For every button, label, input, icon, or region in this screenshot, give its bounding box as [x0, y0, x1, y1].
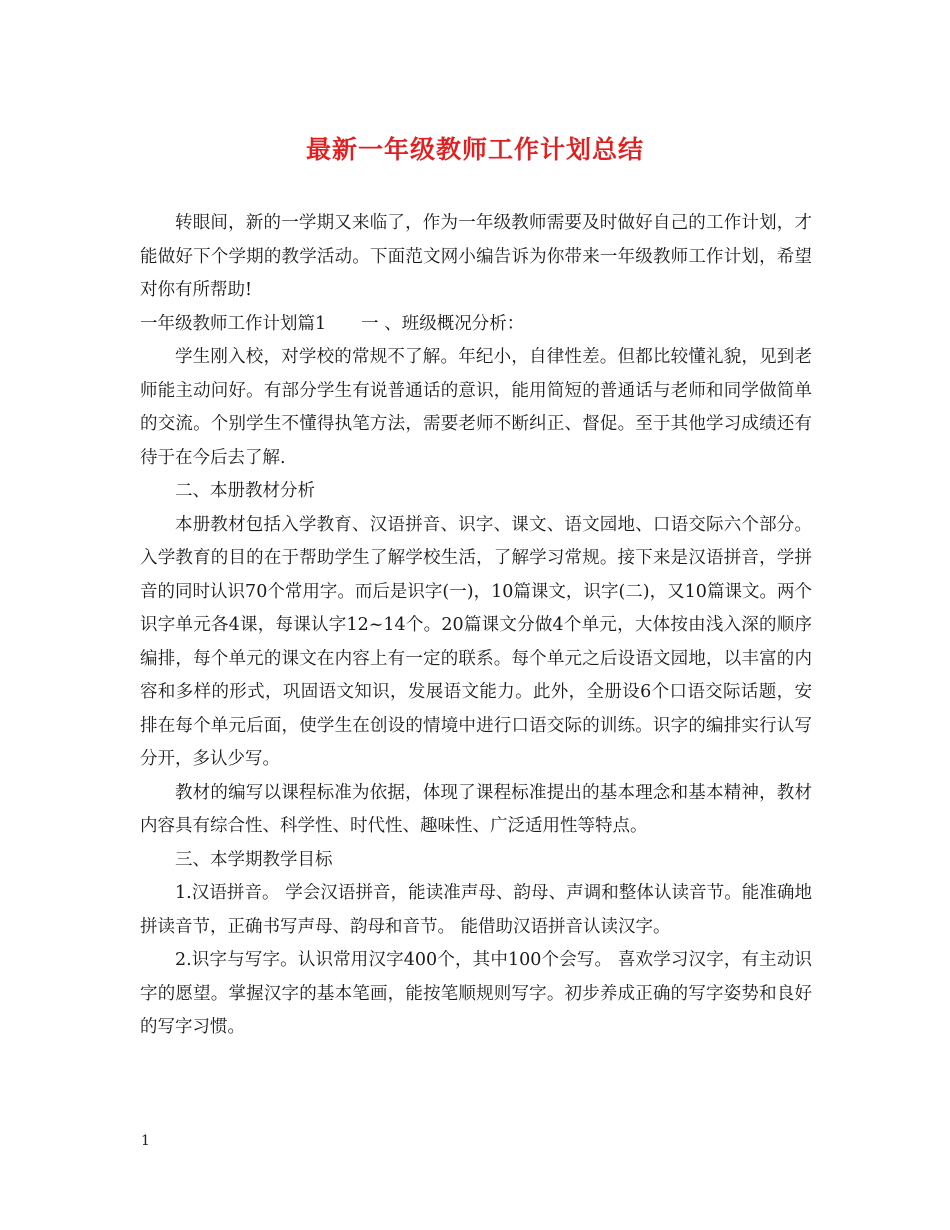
section-heading-textbook-analysis: 二、本册教材分析 [175, 481, 315, 501]
goal-literacy-paragraph: 2.识字与写字。认识常用汉字400个，其中100个会写。 喜欢学习汉字，有主动识字的愿望。掌握汉字的基本笔画，能按笔顺规则写字。初步养成正确的写字姿势和良好的写字习惯。 [140, 950, 812, 1037]
section-heading-teaching-goals: 三、本学期教学目标 [175, 849, 333, 870]
section-heading-class-overview: 一年级教师工作计划篇1 一 、班级概况分析： [140, 313, 525, 334]
class-overview-paragraph: 学生刚入校，对学校的常规不了解。年纪小，自律性差。但都比较懂礼貌，见到老师能主动问好。有部分学生有说普通话的意识，能用简短的普通话与老师和同学做简单的交流。个别学生不懂得执笔方法，需要老师不断纠正、督促。至于其他学习成绩还有待于在今后去了解. [140, 347, 812, 468]
document-body [140, 207, 812, 1045]
document-title: 最新一年级教师工作计划总结 [305, 135, 644, 164]
textbook-features-paragraph: 教材的编写以课程标准为依据，体现了课程标准提出的基本理念和基本精神，教材内容具有综合性、科学性、时代性、趣味性、广泛适用性等特点。 [140, 782, 812, 836]
page-number: 1 [141, 1133, 150, 1149]
goal-pinyin-paragraph: 1.汉语拼音。 学会汉语拼音，能读准声母、韵母、声调和整体认读音节。能准确地拼读音节，正确书写声母、韵母和音节。 能借助汉语拼音认读汉字。 [140, 883, 812, 937]
textbook-analysis-paragraph: 本册教材包括入学教育、汉语拼音、识字、课文、语文园地、口语交际六个部分。入学教育的目的在于帮助学生了解学校生活，了解学习常规。接下来是汉语拼音，学拼音的同时认识70个常用字。而后是识字(一)，10篇课文，识字(二)，又10篇课文。两个识字单元各4课，每课认字12~14个。20篇课文分做4个单元，大体按由浅入深的顺序编排，每个单元的课文在内容上有一定的联系。每个单元之后设语文园地，以丰富的内容和多样的形式，巩固语文知识，发展语文能力。此外，全册设6个口语交际话题，安排在每个单元后面，使学生在创设的情境中进行口语交际的训练。识字的编排实行认写分开，多认少写。 [140, 514, 812, 769]
intro-paragraph: 转眼间，新的一学期又来临了，作为一年级教师需要及时做好自己的工作计划，才能做好下个学期的教学活动。下面范文网小编告诉为你带来一年级教师工作计划，希望对你有所帮助! [140, 213, 812, 300]
